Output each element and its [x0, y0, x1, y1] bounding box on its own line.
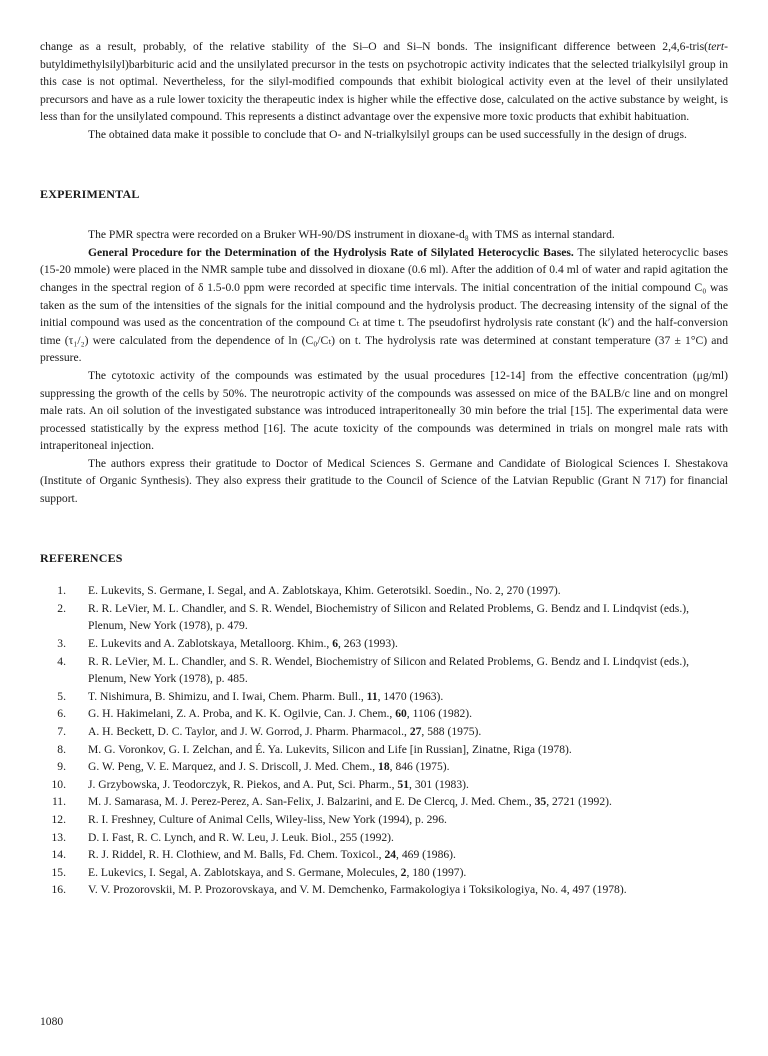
- reference-number: 9.: [57, 760, 66, 774]
- procedure-runin-heading: General Procedure for the Determination of the Hydrolysis Rate of Silylated Heterocyclic Bases.: [88, 245, 574, 259]
- reference-number: 3.: [57, 637, 66, 651]
- experimental-paragraph-2: [40, 244, 728, 367]
- reference-item: [40, 688, 728, 706]
- reference-text-end: , 588 (1975).: [421, 725, 482, 738]
- reference-number: 14.: [51, 848, 66, 862]
- reference-text: E. Lukevits and A. Zablotskaya, Metalloorg. Khim.,: [88, 637, 333, 651]
- reference-volume: 11: [366, 689, 378, 703]
- reference-text: R. R. LeVier, M. L. Chandler, and S. R. Wendel, Biochemistry of Silicon and Related Problems, G. Bendz and I. Lindqvist (eds.), Plenum, New York (1978), p. 485.: [88, 654, 689, 686]
- reference-text: R. I. Freshney, Culture of Animal Cells, Wiley-liss, New York (1994), p. 296.: [88, 812, 447, 826]
- intro-p1-text-a: change as a result, probably, of the relative stability of the Si–O and Si–N bonds. The insignificant difference between 2,4,6-tris(: [40, 40, 709, 53]
- reference-item: [40, 793, 728, 811]
- reference-item: [40, 635, 728, 653]
- reference-item: [40, 864, 728, 882]
- reference-text: R. J. Riddel, R. H. Clothiew, and M. Balls, Fd. Chem. Toxicol.,: [88, 848, 385, 862]
- reference-text: M. G. Voronkov, G. I. Zelchan, and É. Ya. Lukevits, Silicon and Life [in Russian], Zinatne, Riga (1978).: [88, 742, 572, 756]
- reference-number: 11.: [51, 795, 66, 809]
- reference-item: [40, 705, 728, 723]
- reference-item: [40, 653, 728, 688]
- reference-volume: 6: [332, 637, 338, 651]
- reference-text: J. Grzybowska, J. Teodorczyk, R. Piekos, and A. Put, Sci. Pharm.,: [88, 777, 398, 791]
- reference-number: 10.: [51, 777, 66, 791]
- reference-text-end: , 263 (1993).: [337, 637, 398, 651]
- reference-volume: 35: [534, 795, 547, 809]
- reference-item: [40, 881, 728, 899]
- reference-text: G. H. Hakimelani, Z. A. Proba, and K. K. Ogilvie, Can. J. Chem.,: [88, 707, 396, 721]
- reference-number: 6.: [57, 707, 66, 721]
- reference-text: M. J. Samarasa, M. J. Perez-Perez, A. San-Felix, J. Balzarini, and E. De Clercq, J. Med. Chem.,: [88, 795, 535, 809]
- experimental-paragraph-3: The cytotoxic activity of the compounds was estimated by the usual procedures [12-14] from the effective concentration (μg/ml) suppressing the growth of the cells by 50%. The neurotropic activity of the compounds was assessed on mice of the BALB/c line and on mongrel male rats. An oil solution of the investigated substance was introduced intraperitoneally 30 min before the trial [15]. The experimental data were processed statistically by the express method [16]. The acute toxicity of the compounds was determined in trials on mongrel male rats with intraperitoneal injection.: [40, 368, 728, 453]
- reference-text: V. V. Prozorovskii, M. P. Prozorovskaya, and V. M. Demchenko, Farmakologiya i Toksikologiya, No. 4, 497 (1978).: [88, 883, 627, 897]
- reference-text: E. Lukevics, I. Segal, A. Zablotskaya, and S. Germane, Molecules,: [88, 865, 401, 879]
- reference-volume: 24: [384, 848, 397, 862]
- page-number: 1080: [40, 1015, 64, 1028]
- reference-number: 1.: [57, 584, 66, 598]
- intro-p1-italic-tert: tert: [708, 40, 725, 53]
- reference-item: [40, 741, 728, 759]
- reference-text: G. W. Peng, V. E. Marquez, and J. S. Driscoll, J. Med. Chem.,: [88, 760, 379, 774]
- reference-item: [40, 723, 728, 741]
- intro-paragraph-2: The obtained data make it possible to conclude that O- and N-trialkylsilyl groups can be used successfully in the design of drugs.: [88, 127, 687, 141]
- reference-text-end: , 301 (1983).: [409, 777, 469, 791]
- reference-number: 16.: [51, 883, 66, 897]
- procedure-body: The silylated heterocyclic bases (15-20 mmole) were placed in the NMR sample tube and dissolved in dioxane (0.6 ml). After the addition of 0.4 ml of water and rapid agitation the changes in the spectral region of δ 1.5-0.0 ppm were recorded at specific time intervals. The initial concentration of the initial compound C₀ was taken as the sum of the intensities of the signals for the initial compound and the hydrolysis product. The decreasing intensity of the signal of the initial compound was used as the concentration of the compound Cₜ at time t. The pseudofirst hydrolysis rate constant (k′) and the half-conversion time (τ₁/₂) were calculated from the dependence of ln (C₀/Cₜ) on t. The hydrolysis rate was determined at constant temperature (37 ± 1°C) and pressure.: [40, 245, 729, 365]
- reference-text: E. Lukevits, S. Germane, I. Segal, and A. Zablotskaya, Khim. Geterotsikl. Soedin., No. 2, 270 (1997).: [88, 584, 561, 598]
- reference-text: T. Nishimura, B. Shimizu, and I. Iwai, Chem. Pharm. Bull.,: [88, 689, 367, 703]
- reference-volume: 60: [395, 707, 407, 721]
- reference-list: [40, 582, 728, 899]
- reference-text-end: , 1470 (1963).: [377, 689, 444, 703]
- acknowledgements-paragraph: The authors express their gratitude to Doctor of Medical Sciences S. Germane and Candidate of Biological Sciences I. Shestakova (Institute of Organic Synthesis). They also express their gratitude to the Council of Science of the Latvian Republic (Grant N 717) for financial support.: [40, 456, 728, 506]
- reference-item: [40, 829, 728, 847]
- intro-p1-text-b: -butyldimethylsilyl)barbituric acid and the unsilylated precursor in the tests on psychotropic activity indicates that the selected trialkylsilyl group in this case is not optimal. Nevertheless, for the silyl-modified compounds that exhibit biological activity even at the level of their unsilylated precursors and have as a rule lower toxicity the therapeutic index is higher while the effective dose, calculated on the active substance by weight, is less than for the unsilylated compound. This represents a distinct advantage over the expensive more toxic products that exhibit habituation.: [40, 40, 728, 124]
- reference-text-end: , 469 (1986).: [396, 848, 456, 862]
- reference-item: [40, 600, 728, 635]
- references-heading: REFERENCES: [40, 550, 123, 565]
- reference-number: 8.: [57, 742, 66, 756]
- intro-paragraph-1: [40, 38, 728, 126]
- reference-volume: 18: [378, 760, 390, 774]
- reference-item: [40, 758, 728, 776]
- reference-item: [40, 811, 728, 829]
- article-page: [40, 38, 728, 899]
- reference-number: 12.: [51, 812, 66, 826]
- reference-text: D. I. Fast, R. C. Lynch, and R. W. Leu, J. Leuk. Biol., 255 (1992).: [88, 830, 394, 844]
- reference-text: R. R. LeVier, M. L. Chandler, and S. R. Wendel, Biochemistry of Silicon and Related Problems, G. Bendz and I. Lindqvist (eds.), Plenum, New York (1978), p. 479.: [88, 601, 689, 633]
- experimental-paragraph-1: The PMR spectra were recorded on a Bruker WH-90/DS instrument in dioxane-d₈ with TMS as internal standard.: [88, 228, 615, 242]
- reference-number: 2.: [57, 601, 66, 615]
- experimental-heading: EXPERIMENTAL: [40, 186, 140, 201]
- reference-number: 13.: [51, 830, 66, 844]
- reference-number: 5.: [57, 689, 66, 703]
- reference-item: [40, 846, 728, 864]
- reference-item: [40, 776, 728, 794]
- reference-text-end: , 2721 (1992).: [546, 795, 612, 809]
- reference-text-end: , 1106 (1982).: [406, 707, 473, 721]
- reference-text-end: , 846 (1975).: [389, 760, 450, 774]
- reference-item: [40, 582, 728, 600]
- reference-volume: 51: [397, 777, 410, 791]
- reference-text-end: , 180 (1997).: [406, 865, 467, 879]
- reference-number: 15.: [51, 865, 66, 879]
- reference-number: 4.: [57, 654, 66, 668]
- reference-volume: 2: [400, 865, 407, 879]
- reference-text: A. H. Beckett, D. C. Taylor, and J. W. Gorrod, J. Pharm. Pharmacol.,: [88, 725, 410, 738]
- reference-number: 7.: [57, 725, 66, 738]
- reference-volume: 27: [409, 725, 422, 738]
